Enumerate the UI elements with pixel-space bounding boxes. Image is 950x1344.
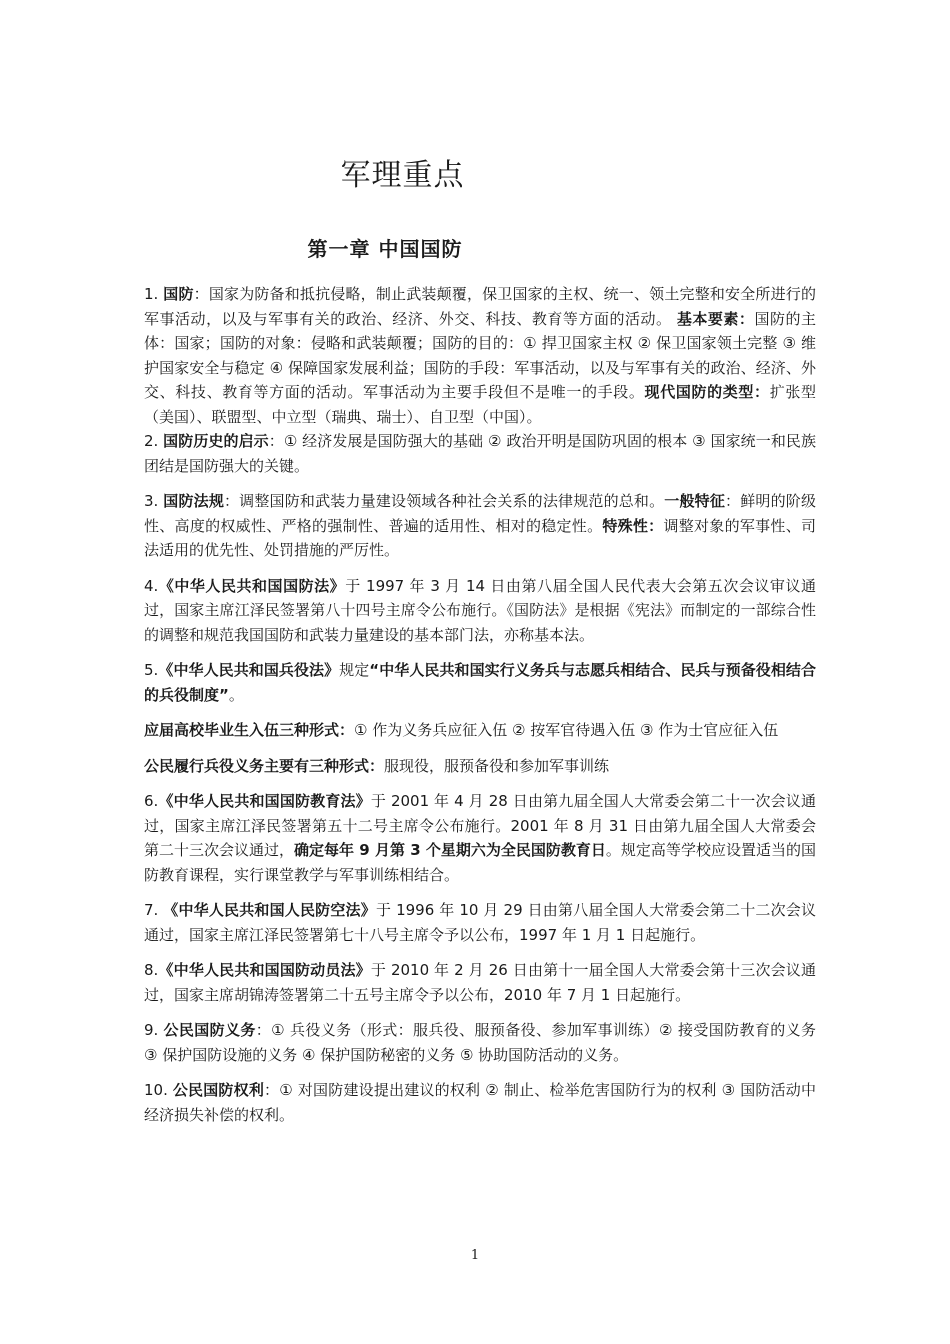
paragraph-text: 规定 (339, 661, 370, 679)
paragraph-7-air-defense-law (144, 898, 816, 947)
paragraph-text: ① 作为义务兵应征入伍 ② 按军官待遇入伍 ③ 作为士官应征入伍 (354, 721, 779, 739)
law-title: 《中华人民共和国国防法》 (158, 576, 346, 595)
law-title: 《中华人民共和国兵役法》 (158, 661, 340, 679)
law-title: 《中华人民共和国国防教育法》 (158, 792, 371, 810)
paragraph-5-military-service-law (144, 658, 816, 707)
item-number: 1. (144, 285, 164, 303)
term-heading: 公民国防权利 (172, 1081, 265, 1099)
paragraph-text: 于 1996 年 10 月 29 日由第八届全国人大常委会第二十二次会议通过，国家主席江泽民签署第七十八号主席令予以公布，1997 年 1 月 1 日起施行。 (144, 901, 816, 944)
paragraph-text: ：调整国防和武装力量建设领域各种社会关系的法律规范的总和。 (224, 492, 665, 510)
paragraph-3-defense-regulations (144, 489, 816, 563)
paragraph-service-obligation-forms (144, 754, 816, 779)
paragraph-text: 。规定高等学校应设置适当的国防教育课程，实行课堂教学与军事训练相结合。 (144, 841, 816, 884)
item-number: 8. (144, 961, 159, 979)
term-heading: 现代国防的类型： (644, 383, 770, 401)
paragraph-text: ：鲜明的阶级性、高度的权威性、严格的强制性、普遍的适用性、相对的稳定性。 (144, 492, 816, 535)
paragraph-1-national-defense (144, 282, 816, 429)
term-heading: 国防法规 (163, 492, 224, 510)
chapter-heading: 第一章 中国国防 (307, 236, 463, 261)
item-number: 5. (144, 661, 159, 679)
law-title: 《中华人民共和国国防动员法》 (158, 961, 371, 979)
paragraph-text: 于 2010 年 2 月 26 日由第十一届全国人大常委会第十三次会议通过，国家主席胡锦涛签署第二十五号主席令予以公布，2010 年 7 月 1 日起施行。 (144, 961, 816, 1004)
item-number: 6. (144, 792, 159, 810)
paragraph-text: 扩张型（美国）、联盟型、中立型（瑞典、瑞士）、自卫型（中国）。 (144, 383, 816, 426)
term-heading: 公民履行兵役义务主要有三种形式： (144, 756, 385, 775)
paragraph-graduate-enlistment (144, 718, 816, 743)
term-heading: 国防历史的启示 (163, 432, 269, 450)
term-heading: 特殊性： (602, 516, 664, 535)
item-number: 4. (144, 576, 159, 595)
law-title: 《中华人民共和国人民防空法》 (163, 901, 376, 919)
paragraph-6-defense-education-law (144, 789, 816, 887)
paragraph-text: 于 1997 年 3 月 14 日由第八届全国人民代表大会第五次会议审议通过，国家主席江泽民签署第八十四号主席令公布施行。《国防法》是根据《宪法》而制定的一部综合性的调整和规范我国国防和武装力量建设的基本部门法，亦称基本法。 (144, 576, 816, 644)
paragraph-10-citizen-rights (144, 1078, 816, 1127)
document-body (144, 282, 816, 1138)
paragraph-text: 。 (228, 685, 244, 704)
paragraph-9-citizen-obligations (144, 1018, 816, 1067)
emphasis-text: 确定每年 9 月第 3 个星期六为全民国防教育日 (294, 841, 606, 859)
paragraph-text: ：① 兵役义务（形式：服兵役、服预备役、参加军事训练）② 接受国防教育的义务 ③ 保护国防设施的义务 ④ 保护国防秘密的义务 ⑤ 协助国防活动的义务。 (144, 1021, 816, 1064)
document-title: 军理重点 (340, 158, 465, 194)
term-heading: 国防 (163, 285, 194, 303)
item-number: 2. (144, 432, 164, 450)
term-heading: 一般特征 (664, 492, 726, 510)
paragraph-text: 服现役，服预备役和参加军事训练 (384, 756, 610, 775)
paragraph-text: ：① 经济发展是国防强大的基础 ② 政治开明是国防巩固的根本 ③ 国家统一和民族团结是国防强大的关键。 (144, 432, 816, 475)
term-heading: 公民国防义务 (163, 1021, 256, 1039)
item-number: 7. (144, 901, 164, 919)
item-number: 3. (144, 492, 164, 510)
paragraph-4-defense-law (144, 574, 816, 648)
paragraph-text: 调整对象的军事性、司法适用的优先性、处罚措施的严厉性。 (144, 516, 816, 559)
item-number: 9. (144, 1021, 164, 1039)
paragraph-2-history-lessons (144, 429, 816, 478)
term-heading: 基本要素： (676, 309, 755, 328)
paragraph-text: ：① 对国防建设提出建议的权利 ② 制止、检举危害国防行为的权利 ③ 国防活动中经济损失补偿的权利。 (144, 1081, 816, 1124)
paragraph-8-mobilization-law (144, 958, 816, 1007)
page-number: 1 (470, 1248, 480, 1263)
paragraph-text: ：国家为防备和抵抗侵略，制止武装颠覆，保卫国家的主权、统一、领土完整和安全所进行的军事活动，以及与军事有关的政治、经济、外交、科技、教育等方面的活动。 (144, 285, 816, 328)
item-number: 10. (144, 1081, 173, 1099)
paragraph-text: 国防的主体：国家；国防的对象：侵略和武装颠覆；国防的目的：① 捍卫国家主权 ② 保卫国家领土完整 ③ 维护国家安全与稳定 ④ 保障国家发展利益；国防的手段：军事活动，以及与军事有关的政治、经济、外交、科技、教育等方面的活动。军事活动为主要手段但不是唯一的手段。 (144, 309, 816, 401)
paragraph-text: 于 2001 年 4 月 28 日由第九届全国人大常委会第二十一次会议通过，国家主席江泽民签署第五十二号主席令公布施行。2001 年 8 月 31 日由第九届全国人大常委会第二十三次会议通过， (144, 792, 816, 859)
term-heading: 应届高校毕业生入伍三种形式： (144, 721, 355, 739)
emphasis-text: “中华人民共和国实行义务兵与志愿兵相结合、民兵与预备役相结合的兵役制度” (144, 661, 816, 704)
